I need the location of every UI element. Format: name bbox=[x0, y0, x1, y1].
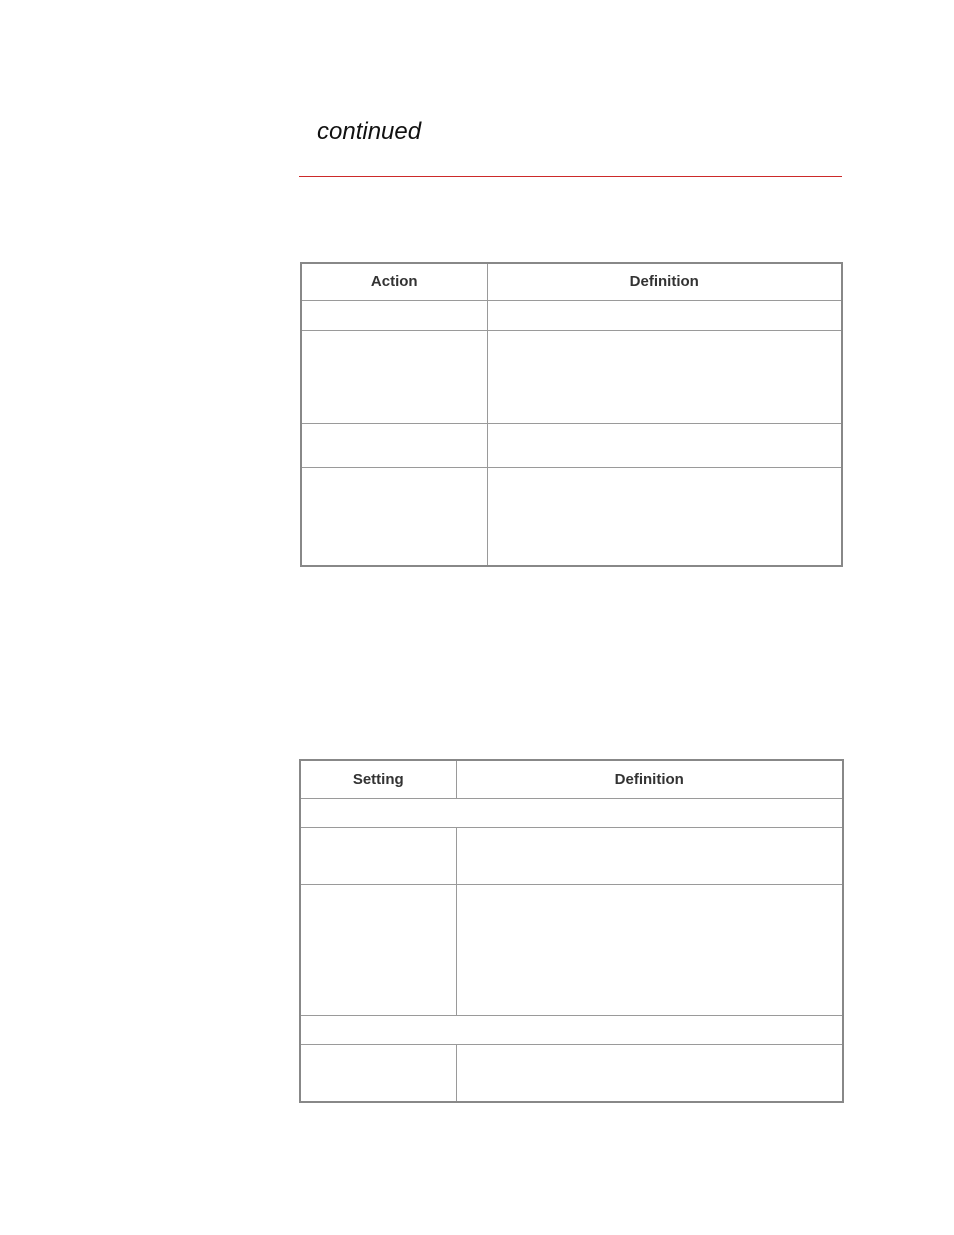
definition-cell bbox=[487, 467, 842, 566]
table-row bbox=[301, 423, 842, 467]
group-row bbox=[300, 1015, 843, 1044]
setting-cell bbox=[300, 827, 456, 884]
setting-cell bbox=[300, 884, 456, 1015]
definition-cell bbox=[456, 884, 843, 1015]
action-cell bbox=[301, 467, 487, 566]
settings-table bbox=[299, 759, 844, 1103]
table-row bbox=[300, 884, 843, 1015]
definition-cell bbox=[487, 300, 842, 330]
group-cell bbox=[300, 1015, 843, 1044]
column-header-setting: Setting bbox=[300, 760, 456, 798]
group-cell bbox=[300, 798, 843, 827]
column-header-definition: Definition bbox=[456, 760, 843, 798]
definition-cell bbox=[487, 330, 842, 423]
table-row bbox=[301, 300, 842, 330]
setting-cell bbox=[300, 1044, 456, 1102]
column-header-action: Action bbox=[301, 263, 487, 300]
group-row bbox=[300, 798, 843, 827]
action-cell bbox=[301, 423, 487, 467]
table-row bbox=[300, 1044, 843, 1102]
action-cell bbox=[301, 330, 487, 423]
table-row bbox=[301, 467, 842, 566]
section-divider bbox=[299, 176, 842, 177]
table-row bbox=[301, 330, 842, 423]
actions-table bbox=[300, 262, 843, 567]
column-header-definition: Definition bbox=[487, 263, 842, 300]
action-cell bbox=[301, 300, 487, 330]
table-header-row bbox=[300, 760, 843, 798]
table-header-row bbox=[301, 263, 842, 300]
table-row bbox=[300, 827, 843, 884]
definition-cell bbox=[456, 827, 843, 884]
definition-cell bbox=[456, 1044, 843, 1102]
definition-cell bbox=[487, 423, 842, 467]
continued-label: continued bbox=[317, 118, 422, 145]
